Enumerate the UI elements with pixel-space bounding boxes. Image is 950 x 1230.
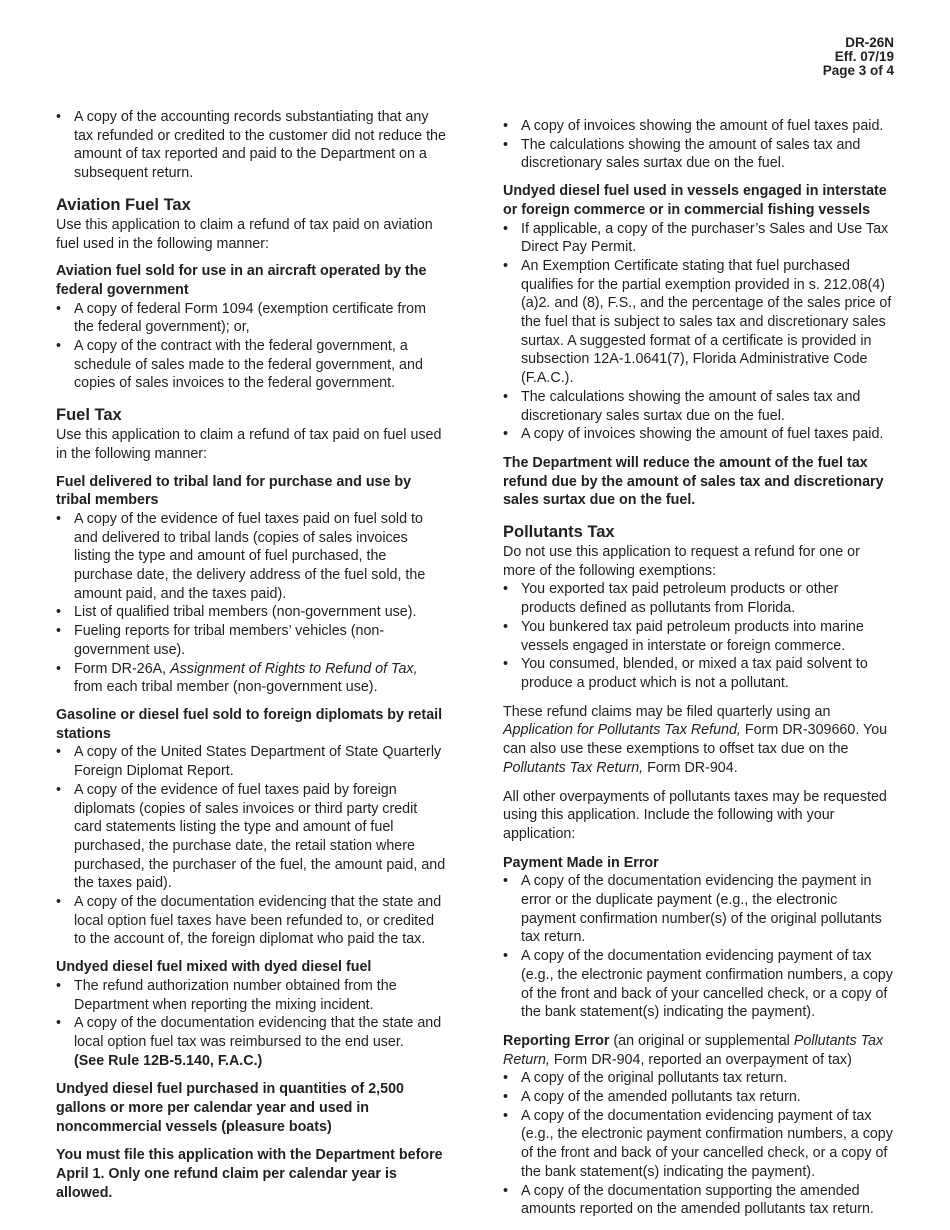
list-item: • The calculations showing the amount of sales tax and discretionary sales surtax due on the fuel.: [503, 136, 895, 173]
list-item: • You exported tax paid petroleum products or other products defined as pollutants from Florida.: [503, 580, 895, 617]
list-item: • A copy of the documentation evidencing that the state and local option fuel tax was reimbursed to the end user. (See Rule 12B-5.140, F.A.C.): [56, 1014, 448, 1070]
payment-error-list: [503, 872, 895, 1022]
list-item: • Fueling reports for tribal members’ vehicles (non-government use).: [56, 622, 448, 659]
list-item: • Form DR-26A, Assignment of Rights to Refund of Tax, from each tribal member (non-government use).: [56, 660, 448, 697]
page-number: Page 3 of 4: [822, 63, 894, 78]
right-column: [503, 117, 895, 1219]
pollutants-intro: Do not use this application to request a refund for one or more of the following exemptions:: [503, 544, 860, 579]
mixed-list: [56, 977, 448, 1071]
list-item: • A copy of the original pollutants tax return.: [503, 1069, 895, 1088]
fuel-intro: Use this application to claim a refund of tax paid on fuel used in the following manner:: [56, 427, 442, 462]
fuel-continued-list: [503, 117, 895, 173]
other-overpayments-text: All other overpayments of pollutants taxes may be requested using this application. Include the following with your application:: [503, 788, 887, 842]
payment-error-subheading: Payment Made in Error: [503, 854, 659, 871]
aviation-list: [56, 300, 448, 394]
quarterly-claims-text: These refund claims may be filed quarterly using an Application for Pollutants Tax Refund, Form DR-309660. You can also use these exemptions to offset tax due on the Pollutants Tax Return, Form DR-904.: [503, 703, 888, 776]
list-item: • A copy of invoices showing the amount of fuel taxes paid.: [503, 117, 895, 136]
rule-reference: (See Rule 12B-5.140, F.A.C.): [74, 1052, 263, 1069]
reporting-error-subheading: Reporting Error (an original or supplemental Pollutants Tax Return, Form DR-904, reported an overpayment of tax): [503, 1032, 884, 1068]
list-item: • A copy of federal Form 1094 (exemption certificate from the federal government); or,: [56, 300, 448, 337]
diplomats-subheading: Gasoline or diesel fuel sold to foreign diplomats by retail stations: [56, 706, 443, 742]
pollutants-heading: Pollutants Tax: [503, 523, 615, 542]
form-header: [823, 36, 894, 78]
list-item: • A copy of the evidence of fuel taxes paid by foreign diplomats (copies of sales invoices or third party credit card statements listing the type and amount of fuel purchased, the purchase date, the retail station where purchased, the purchaser of the fuel, the amount paid, and the taxes paid).: [56, 781, 448, 893]
list-item: • A copy of the accounting records substantiating that any tax refunded or credited to the customer did not reduce the amount of tax reported and paid to the Department on a subsequent return.: [56, 108, 448, 183]
list-item: • A copy of the contract with the federal government, a schedule of sales made to the federal government, and copies of sales invoices to the federal government.: [56, 337, 448, 393]
form-number: DR-26N: [845, 35, 894, 50]
vessels-list: [503, 220, 895, 444]
vessels-subheading: Undyed diesel fuel used in vessels engaged in interstate or foreign commerce or in commercial fishing vessels: [503, 183, 887, 218]
pollutants-exemptions-list: [503, 580, 895, 692]
pleasure-boats-subheading: Undyed diesel fuel purchased in quantities of 2,500 gallons or more per calendar year and used in noncommercial vessels (pleasure boats): [56, 1081, 404, 1135]
left-column: [56, 108, 448, 1203]
list-item: • A copy of the documentation evidencing payment of tax (e.g., the electronic payment confirmation numbers, a copy of the front and back of your cancelled check, or a copy of the bank statement(s) indicating the payment).: [503, 1107, 895, 1182]
list-item: • An Exemption Certificate stating that fuel purchased qualifies for the partial exemption provided in s. 212.08(4)(a)2. and (8), F.S., and the percentage of the sales price of the fuel that is subject to sales tax and discretionary sales surtax. A suggested format of a certificate is provided in subsection 12A-1.0641(7), Florida Administrative Code (F.A.C.).: [503, 257, 895, 388]
effective-date: Eff. 07/19: [834, 49, 894, 64]
diplomats-list: [56, 743, 448, 949]
aviation-intro: Use this application to claim a refund of tax paid on aviation fuel used in the following manner:: [56, 216, 433, 252]
tribal-list: [56, 510, 448, 697]
list-item: • The calculations showing the amount of sales tax and discretionary sales surtax due on the fuel.: [503, 388, 895, 425]
list-item: • A copy of the documentation evidencing the payment in error or the duplicate payment (e.g., the electronic payment confirmation number(s) of the original pollutants tax return.: [503, 872, 895, 947]
list-item: • List of qualified tribal members (non-government use).: [56, 603, 448, 622]
list-item: • The refund authorization number obtained from the Department when reporting the mixing incident.: [56, 977, 448, 1014]
aviation-heading: Aviation Fuel Tax: [56, 195, 191, 214]
list-item: • A copy of the documentation supporting the amended amounts reported on the amended pollutants tax return.: [503, 1182, 895, 1219]
list-item: • You consumed, blended, or mixed a tax paid solvent to produce a product which is not a pollutant.: [503, 655, 895, 692]
intro-list: [56, 108, 448, 183]
list-item: • A copy of the amended pollutants tax return.: [503, 1088, 895, 1107]
list-item: • A copy of the documentation evidencing payment of tax (e.g., the electronic payment confirmation numbers, a copy of the front and back of your cancelled check, or a copy of the bank statement(s) indicating the payment).: [503, 947, 895, 1022]
list-item: • A copy of invoices showing the amount of fuel taxes paid.: [503, 425, 895, 444]
mixed-subheading: Undyed diesel fuel mixed with dyed diesel fuel: [56, 959, 372, 976]
filing-deadline-note: You must file this application with the Department before April 1. Only one refund claim per calendar year is allowed.: [56, 1147, 443, 1201]
reporting-error-list: [503, 1069, 895, 1219]
reduction-note: The Department will reduce the amount of the fuel tax refund due by the amount of sales tax and discretionary sales surtax due on the fuel.: [503, 454, 884, 509]
list-item: • A copy of the documentation evidencing that the state and local option fuel taxes have been refunded to, or credited to the account of, the foreign diplomat who paid the tax.: [56, 893, 448, 949]
list-item: • If applicable, a copy of the purchaser’s Sales and Use Tax Direct Pay Permit.: [503, 220, 895, 257]
fuel-heading: Fuel Tax: [56, 406, 122, 425]
list-item: • You bunkered tax paid petroleum products into marine vessels engaged in interstate or foreign commerce.: [503, 618, 895, 655]
aviation-subheading: Aviation fuel sold for use in an aircraft operated by the federal government: [56, 263, 427, 298]
list-item: • A copy of the United States Department of State Quarterly Foreign Diplomat Report.: [56, 743, 448, 780]
tribal-subheading: Fuel delivered to tribal land for purchase and use by tribal members: [56, 473, 412, 509]
list-item: • A copy of the evidence of fuel taxes paid on fuel sold to and delivered to tribal lands (copies of sales invoices listing the type and amount of fuel purchased, the purchase date, the delivery address of the fuel sold, the amount paid, and the taxes paid).: [56, 510, 448, 604]
